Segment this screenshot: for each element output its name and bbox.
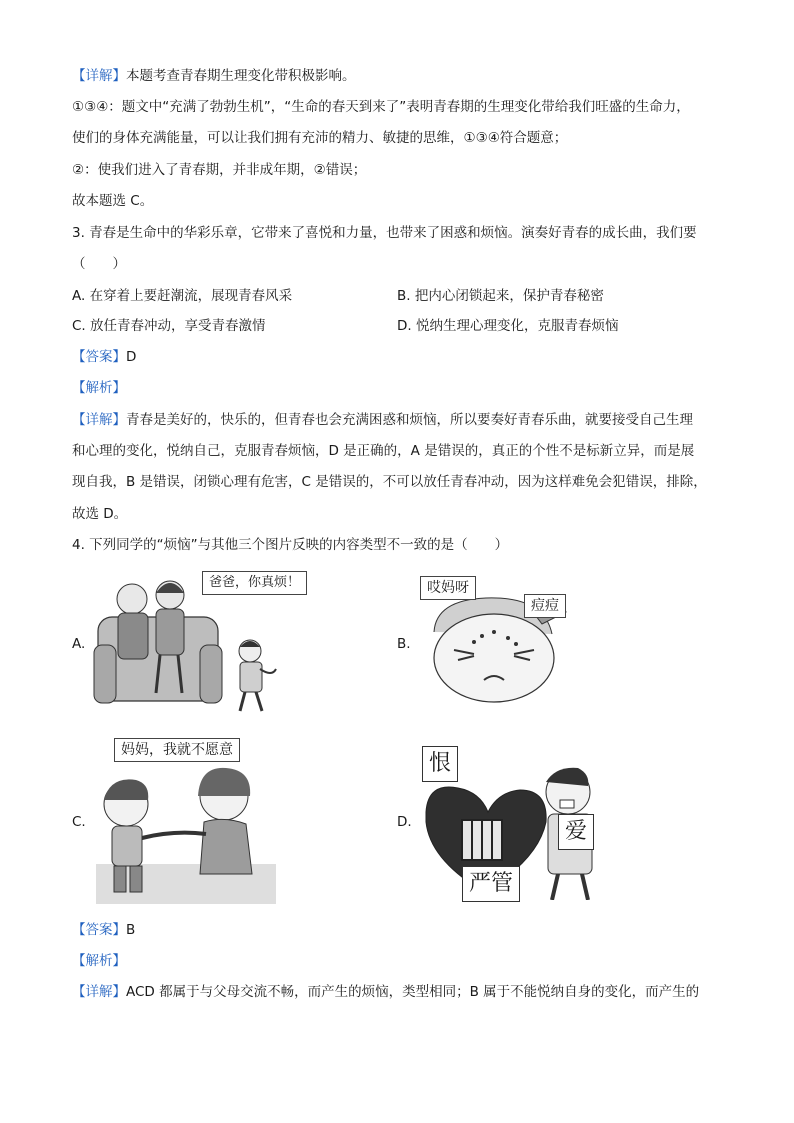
question-3-detail-line: 故选 D。	[72, 506, 128, 522]
picture-b-speech-bubble-1: 哎妈呀	[420, 576, 476, 600]
picture-c-speech-bubble: 妈妈，我就不愿意	[114, 738, 240, 762]
picture-b-acne-scene	[416, 572, 594, 712]
question-4-answer	[72, 920, 135, 940]
question-4-analysis-tag: 【解析】	[72, 953, 126, 969]
answer-value: B	[126, 922, 136, 938]
question-3-option-b: B. 把内心闭锁起来，保护青春秘密	[397, 288, 604, 304]
question-4-label-a: A.	[72, 636, 86, 652]
picture-a-speech-bubble: 爸爸，你真烦！	[202, 571, 307, 595]
picture-d-word-box-hate: 恨	[422, 746, 458, 782]
detail-tag: 【详解】	[72, 412, 126, 428]
prev-conclusion-line: 故本题选 C。	[72, 193, 154, 209]
question-3-answer	[72, 347, 136, 367]
picture-d-word-box-love: 爱	[558, 814, 594, 850]
question-3-blank: （ ）	[72, 256, 126, 272]
answer-tag: 【答案】	[72, 922, 126, 938]
prev-analysis-line: 使们的身体充满能量，可以让我们拥有充沛的精力、敏捷的思维，①③④符合题意；	[72, 130, 568, 146]
question-3-analysis-tag: 【解析】	[72, 380, 126, 396]
answer-tag: 【答案】	[72, 349, 126, 365]
prev-detail-line: 【详解】本题考查青春期生理变化带积极影响。	[72, 68, 356, 84]
question-3-option-d: D. 悦纳生理心理变化，克服青春烦恼	[397, 318, 619, 334]
prev-analysis-line: ①③④：题文中“充满了勃勃生机”，“生命的春天到来了”表明青春期的生理变化带给我们旺盛的生命力，	[72, 99, 690, 115]
answer-value: D	[126, 349, 137, 365]
question-3-option-c: C. 放任青春冲动，享受青春激情	[72, 318, 266, 334]
picture-d-word-box-strict: 严管	[462, 866, 520, 902]
detail-tag: 【详解】	[72, 68, 126, 84]
question-4-detail-line: 【详解】ACD 都属于与父母交流不畅，而产生的烦恼，类型相同；B 属于不能悦纳自身的变化，而产生的	[72, 984, 700, 1000]
picture-a-family-scene	[90, 565, 312, 715]
prev-analysis-line: ②：使我们进入了青春期，并非成年期，②错误；	[72, 162, 367, 178]
question-4-label-b: B.	[397, 636, 411, 652]
detail-tag: 【详解】	[72, 984, 126, 1000]
question-3-detail-line: 和心理的变化，悦纳自己，克服青春烦恼，D 是正确的，A 是错误的，真正的个性不是标新立异，而是展	[72, 443, 695, 459]
question-3-detail-line: 现自我，B 是错误，闭锁心理有危害，C 是错误的，不可以放任青春冲动，因为这样难免会犯错误，排除，	[72, 474, 707, 490]
picture-d-strict-parent-scene	[418, 742, 614, 900]
question-4-label-d: D.	[397, 814, 412, 830]
question-4-stem: 4. 下列同学的“烦恼”与其他三个图片反映的内容类型不一致的是（ ）	[72, 537, 509, 553]
question-3-stem: 3. 青春是生命中的华彩乐章，它带来了喜悦和力量，也带来了困惑和烦恼。演奏好青春的成长曲，我们要	[72, 225, 697, 241]
question-4-label-c: C.	[72, 814, 86, 830]
question-3-detail-line: 【详解】青春是美好的，快乐的，但青春也会充满困惑和烦恼，所以要奏好青春乐曲，就要接受自己生理	[72, 412, 693, 428]
question-3-option-a: A. 在穿着上要赶潮流，展现青春风采	[72, 288, 293, 304]
picture-c-mother-child-scene	[96, 734, 276, 904]
picture-b-speech-bubble-2: 痘痘	[524, 594, 566, 618]
